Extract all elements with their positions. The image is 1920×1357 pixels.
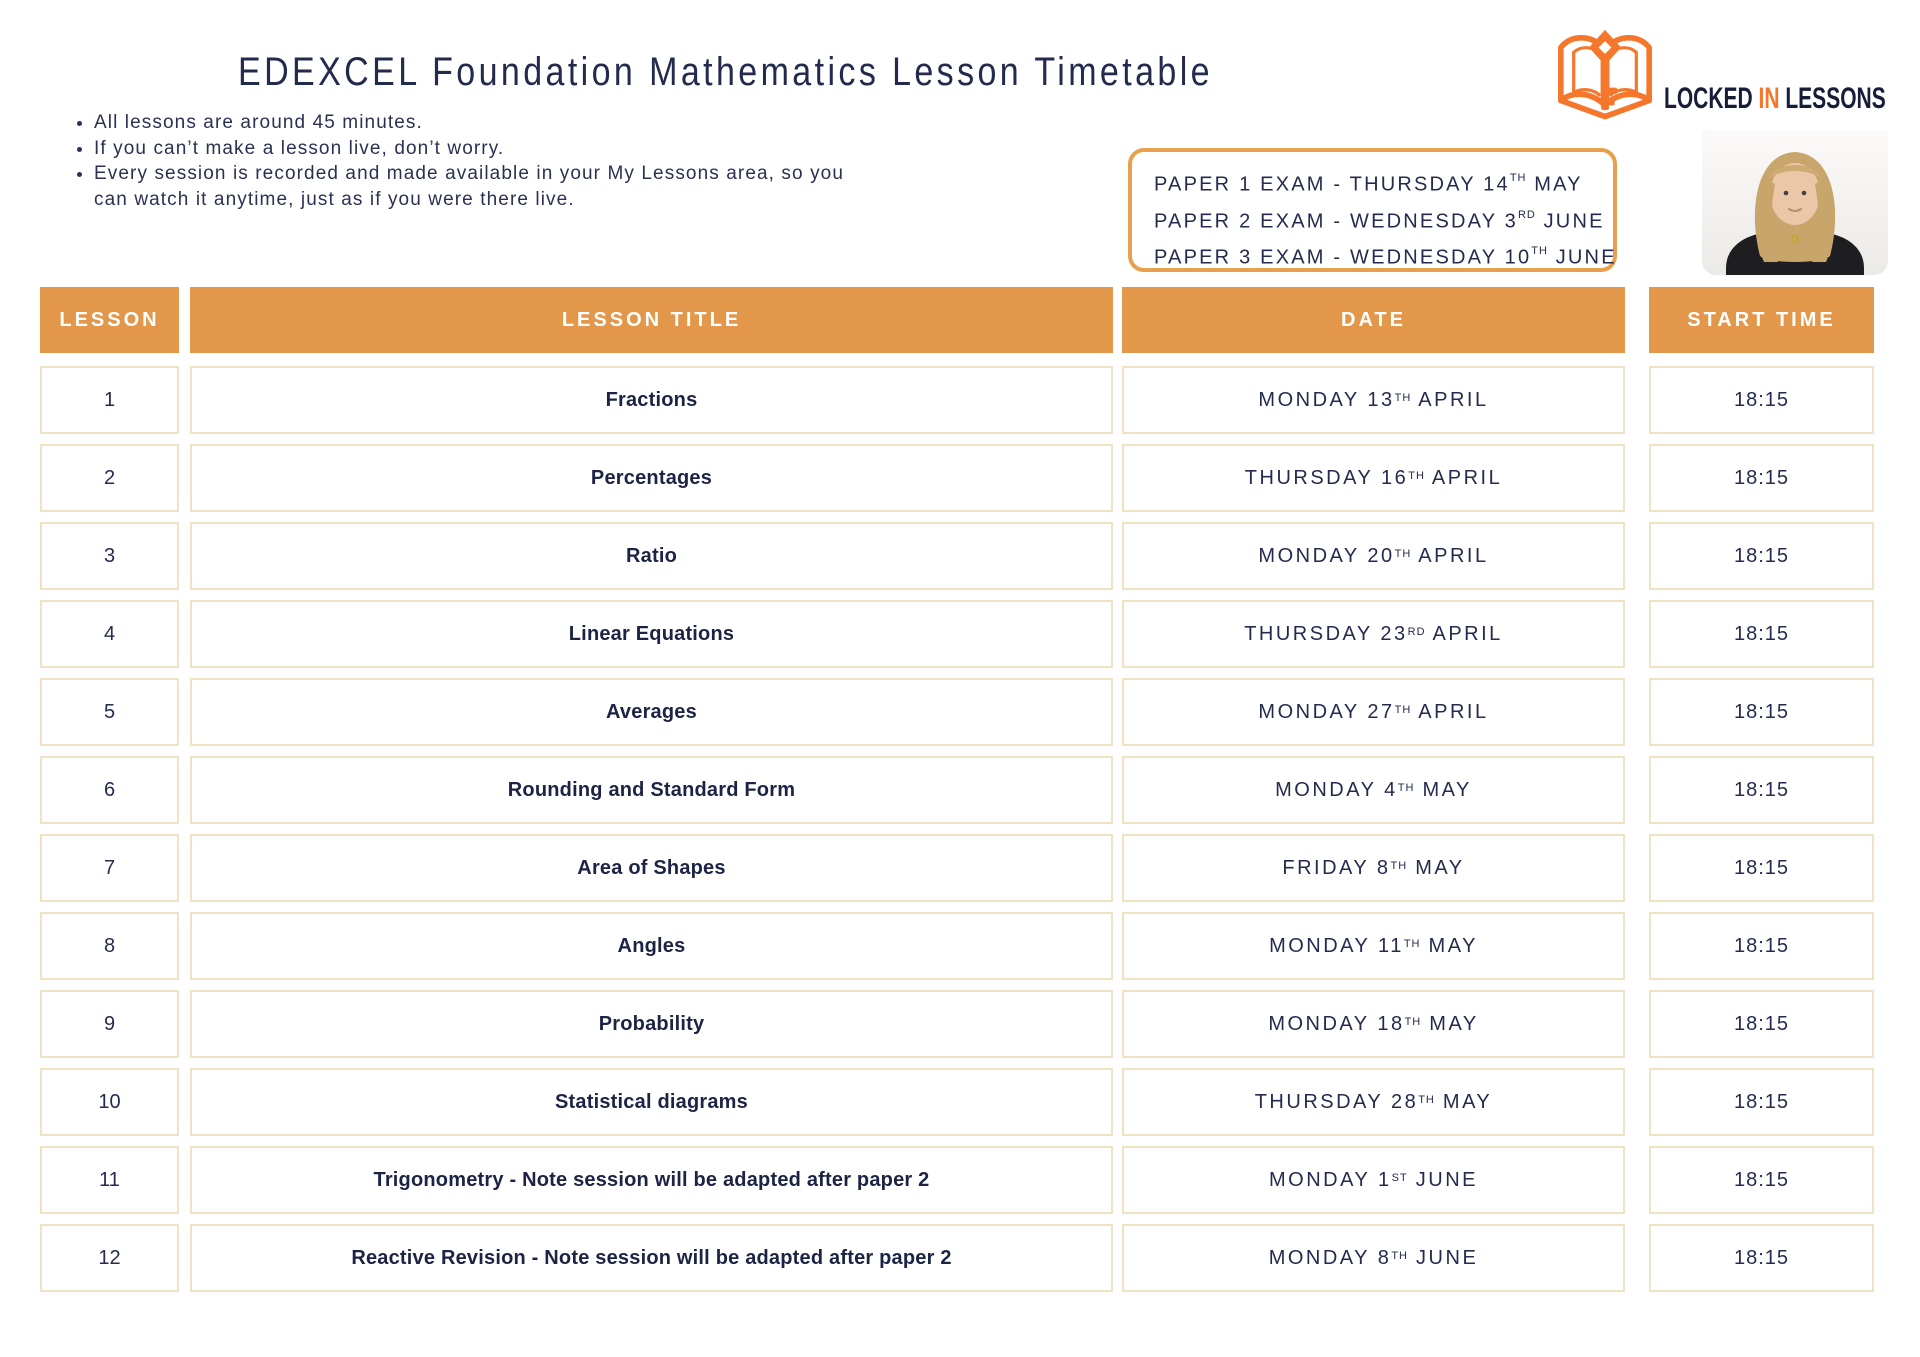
exam-line-month: JUNE bbox=[1547, 246, 1617, 269]
date-ordinal: TH bbox=[1408, 470, 1425, 482]
exam-line-month: JUNE bbox=[1535, 210, 1605, 233]
date-text: MONDAY 27 bbox=[1258, 700, 1395, 723]
lesson-date-cell bbox=[1122, 444, 1625, 512]
date-month: MAY bbox=[1420, 934, 1478, 957]
logo-word-locked: LOCKED bbox=[1664, 82, 1753, 115]
lesson-title-cell bbox=[190, 444, 1113, 512]
table-row bbox=[40, 990, 1874, 1058]
lesson-number-cell bbox=[40, 444, 179, 512]
lesson-number-cell bbox=[40, 834, 179, 902]
page-title: EDEXCEL Foundation Mathematics Lesson Timetable bbox=[238, 50, 1213, 94]
note-item: • If you can’t make a lesson live, don’t worry. bbox=[94, 136, 860, 162]
date-text: MONDAY 11 bbox=[1269, 934, 1404, 957]
date-text: MONDAY 1 bbox=[1269, 1168, 1392, 1191]
lesson-number: 8 bbox=[103, 934, 116, 957]
column-header-lesson-title: LESSON TITLE bbox=[190, 287, 1113, 353]
lesson-number: 3 bbox=[103, 544, 116, 567]
lesson-title-cell bbox=[190, 1224, 1113, 1292]
date-ordinal: TH bbox=[1394, 548, 1412, 560]
exam-line-text: PAPER 2 EXAM - WEDNESDAY 3 bbox=[1154, 210, 1518, 233]
exam-line bbox=[1154, 201, 1613, 238]
lesson-number: 10 bbox=[98, 1090, 121, 1113]
start-time: 18:15 bbox=[1733, 1168, 1790, 1191]
lesson-number-cell bbox=[40, 1068, 179, 1136]
lesson-number: 6 bbox=[103, 778, 116, 801]
lesson-number-cell bbox=[40, 600, 179, 668]
date-ordinal: TH bbox=[1391, 1250, 1408, 1262]
lesson-title: Probability bbox=[598, 1012, 705, 1035]
logo-text bbox=[1664, 82, 1886, 116]
start-time-cell bbox=[1649, 834, 1874, 902]
lesson-date-cell bbox=[1122, 1224, 1625, 1292]
lesson-title: Ratio bbox=[626, 544, 677, 567]
lesson-title: Angles bbox=[617, 934, 686, 957]
date-text: MONDAY 13 bbox=[1258, 388, 1395, 411]
date-month: APRIL bbox=[1424, 466, 1503, 489]
notes-section bbox=[70, 110, 860, 212]
lesson-title-cell bbox=[190, 366, 1113, 434]
lesson-number: 11 bbox=[99, 1168, 120, 1191]
start-time: 18:15 bbox=[1733, 388, 1790, 411]
lesson-number: 4 bbox=[103, 622, 116, 645]
date-text: THURSDAY 23 bbox=[1244, 622, 1408, 645]
lesson-number-cell bbox=[40, 1224, 179, 1292]
lesson-date-cell bbox=[1122, 522, 1625, 590]
date-month: APRIL bbox=[1425, 622, 1503, 645]
date-month: MAY bbox=[1434, 1090, 1493, 1113]
start-time-cell bbox=[1649, 990, 1874, 1058]
start-time: 18:15 bbox=[1733, 622, 1790, 645]
date-ordinal: TH bbox=[1397, 782, 1415, 794]
table-row bbox=[40, 1146, 1874, 1214]
column-header-lesson: LESSON bbox=[40, 287, 179, 353]
start-time: 18:15 bbox=[1733, 700, 1790, 723]
date-ordinal: TH bbox=[1404, 1016, 1422, 1028]
date-ordinal: TH bbox=[1394, 392, 1412, 404]
start-time-cell bbox=[1649, 1068, 1874, 1136]
table-row bbox=[40, 444, 1874, 512]
lesson-date-cell bbox=[1122, 834, 1625, 902]
lesson-title: Reactive Revision - Note session will be adapted after paper 2 bbox=[351, 1246, 952, 1269]
lesson-title-cell bbox=[190, 756, 1113, 824]
exam-dates-box bbox=[1128, 148, 1617, 272]
exam-line-ordinal: TH bbox=[1531, 245, 1548, 258]
lesson-date-cell bbox=[1122, 600, 1625, 668]
date-month: MAY bbox=[1407, 856, 1465, 879]
lesson-number: 5 bbox=[103, 700, 116, 723]
lesson-date-cell bbox=[1122, 912, 1625, 980]
lesson-title-cell bbox=[190, 1068, 1113, 1136]
exam-line-ordinal: RD bbox=[1517, 208, 1536, 221]
logo-word-in: IN bbox=[1758, 82, 1780, 115]
lesson-number-cell bbox=[40, 1146, 179, 1214]
lesson-title: Statistical diagrams bbox=[555, 1090, 748, 1113]
lesson-date-cell bbox=[1122, 756, 1625, 824]
date-ordinal: ST bbox=[1391, 1172, 1408, 1184]
date-month: APRIL bbox=[1411, 388, 1489, 411]
lesson-number-cell bbox=[40, 522, 179, 590]
exam-line bbox=[1154, 237, 1617, 274]
lesson-number-cell bbox=[40, 990, 179, 1058]
note-item: • Every session is recorded and made available in your My Lessons area, so you can watch it anytime, just as if you were there live. bbox=[94, 161, 860, 212]
lesson-title: Fractions bbox=[605, 388, 698, 411]
lesson-title-cell bbox=[190, 912, 1113, 980]
lesson-table bbox=[40, 287, 1874, 1292]
table-row bbox=[40, 912, 1874, 980]
table-body bbox=[40, 366, 1874, 1292]
lesson-title-cell bbox=[190, 522, 1113, 590]
date-month: JUNE bbox=[1407, 1168, 1478, 1191]
lesson-title: Linear Equations bbox=[568, 622, 735, 645]
column-header-date: DATE bbox=[1122, 287, 1625, 353]
date-month: MAY bbox=[1421, 1012, 1479, 1035]
lesson-number-cell bbox=[40, 756, 179, 824]
exam-line-month: MAY bbox=[1526, 173, 1583, 196]
lesson-title: Averages bbox=[606, 700, 697, 723]
lesson-title-cell bbox=[190, 990, 1113, 1058]
exam-line-text: PAPER 3 EXAM - WEDNESDAY 10 bbox=[1154, 246, 1532, 269]
date-month: MAY bbox=[1414, 778, 1472, 801]
lesson-date-cell bbox=[1122, 1146, 1625, 1214]
start-time-cell bbox=[1649, 522, 1874, 590]
date-month: JUNE bbox=[1408, 1246, 1479, 1269]
date-ordinal: TH bbox=[1394, 704, 1412, 716]
lesson-date-cell bbox=[1122, 1068, 1625, 1136]
exam-line bbox=[1154, 164, 1613, 201]
presenter-photo bbox=[1702, 130, 1888, 275]
lesson-title: Percentages bbox=[590, 466, 713, 489]
exam-line-ordinal: TH bbox=[1509, 172, 1527, 184]
lesson-title: Rounding and Standard Form bbox=[507, 778, 796, 801]
book-key-icon bbox=[1552, 24, 1658, 129]
lesson-title-cell bbox=[190, 834, 1113, 902]
lesson-title-cell bbox=[190, 678, 1113, 746]
note-item: • All lessons are around 45 minutes. bbox=[94, 110, 860, 136]
start-time: 18:15 bbox=[1733, 1012, 1790, 1035]
lesson-number: 7 bbox=[103, 856, 116, 879]
lesson-number: 12 bbox=[98, 1246, 121, 1269]
table-row bbox=[40, 834, 1874, 902]
table-row bbox=[40, 1068, 1874, 1136]
date-month: APRIL bbox=[1411, 544, 1489, 567]
start-time-cell bbox=[1649, 600, 1874, 668]
table-row bbox=[40, 756, 1874, 824]
lesson-title: Area of Shapes bbox=[577, 856, 726, 879]
start-time: 18:15 bbox=[1733, 1090, 1790, 1113]
lesson-date-cell bbox=[1122, 366, 1625, 434]
date-text: MONDAY 4 bbox=[1275, 778, 1398, 801]
lesson-title: Trigonometry - Note session will be adapted after paper 2 bbox=[373, 1168, 930, 1191]
start-time: 18:15 bbox=[1733, 544, 1790, 567]
table-row bbox=[40, 366, 1874, 434]
start-time: 18:15 bbox=[1733, 934, 1790, 957]
lesson-number-cell bbox=[40, 678, 179, 746]
notes-list bbox=[70, 110, 860, 212]
date-text: THURSDAY 16 bbox=[1244, 466, 1409, 489]
date-ordinal: TH bbox=[1390, 860, 1408, 872]
table-row bbox=[40, 522, 1874, 590]
start-time-cell bbox=[1649, 1146, 1874, 1214]
date-ordinal: TH bbox=[1418, 1094, 1435, 1106]
start-time: 18:15 bbox=[1733, 466, 1790, 489]
start-time: 18:15 bbox=[1733, 856, 1790, 879]
column-header-start-time: START TIME bbox=[1649, 287, 1874, 353]
lesson-number: 1 bbox=[103, 388, 116, 411]
exam-line-text: PAPER 1 EXAM - THURSDAY 14 bbox=[1154, 173, 1510, 196]
lesson-number-cell bbox=[40, 912, 179, 980]
date-text: MONDAY 8 bbox=[1268, 1246, 1392, 1269]
table-row bbox=[40, 600, 1874, 668]
table-row bbox=[40, 1224, 1874, 1292]
lesson-date-cell bbox=[1122, 990, 1625, 1058]
start-time-cell bbox=[1649, 366, 1874, 434]
lesson-number-cell bbox=[40, 366, 179, 434]
date-month: APRIL bbox=[1411, 700, 1489, 723]
date-ordinal: TH bbox=[1403, 938, 1421, 950]
date-text: FRIDAY 8 bbox=[1282, 856, 1391, 879]
start-time-cell bbox=[1649, 444, 1874, 512]
logo-word-lessons: LESSONS bbox=[1785, 82, 1886, 115]
date-ordinal: RD bbox=[1407, 626, 1426, 638]
lesson-number: 9 bbox=[103, 1012, 116, 1035]
start-time: 18:15 bbox=[1733, 1246, 1790, 1269]
start-time: 18:15 bbox=[1733, 778, 1790, 801]
date-text: MONDAY 20 bbox=[1258, 544, 1395, 567]
start-time-cell bbox=[1649, 678, 1874, 746]
date-text: MONDAY 18 bbox=[1268, 1012, 1405, 1035]
lesson-title-cell bbox=[190, 1146, 1113, 1214]
lesson-title-cell bbox=[190, 600, 1113, 668]
start-time-cell bbox=[1649, 1224, 1874, 1292]
logo bbox=[1552, 24, 1892, 124]
start-time-cell bbox=[1649, 912, 1874, 980]
table-header-row bbox=[40, 287, 1874, 353]
lesson-number: 2 bbox=[103, 466, 116, 489]
date-text: THURSDAY 28 bbox=[1254, 1090, 1419, 1113]
lesson-date-cell bbox=[1122, 678, 1625, 746]
table-row bbox=[40, 678, 1874, 746]
start-time-cell bbox=[1649, 756, 1874, 824]
